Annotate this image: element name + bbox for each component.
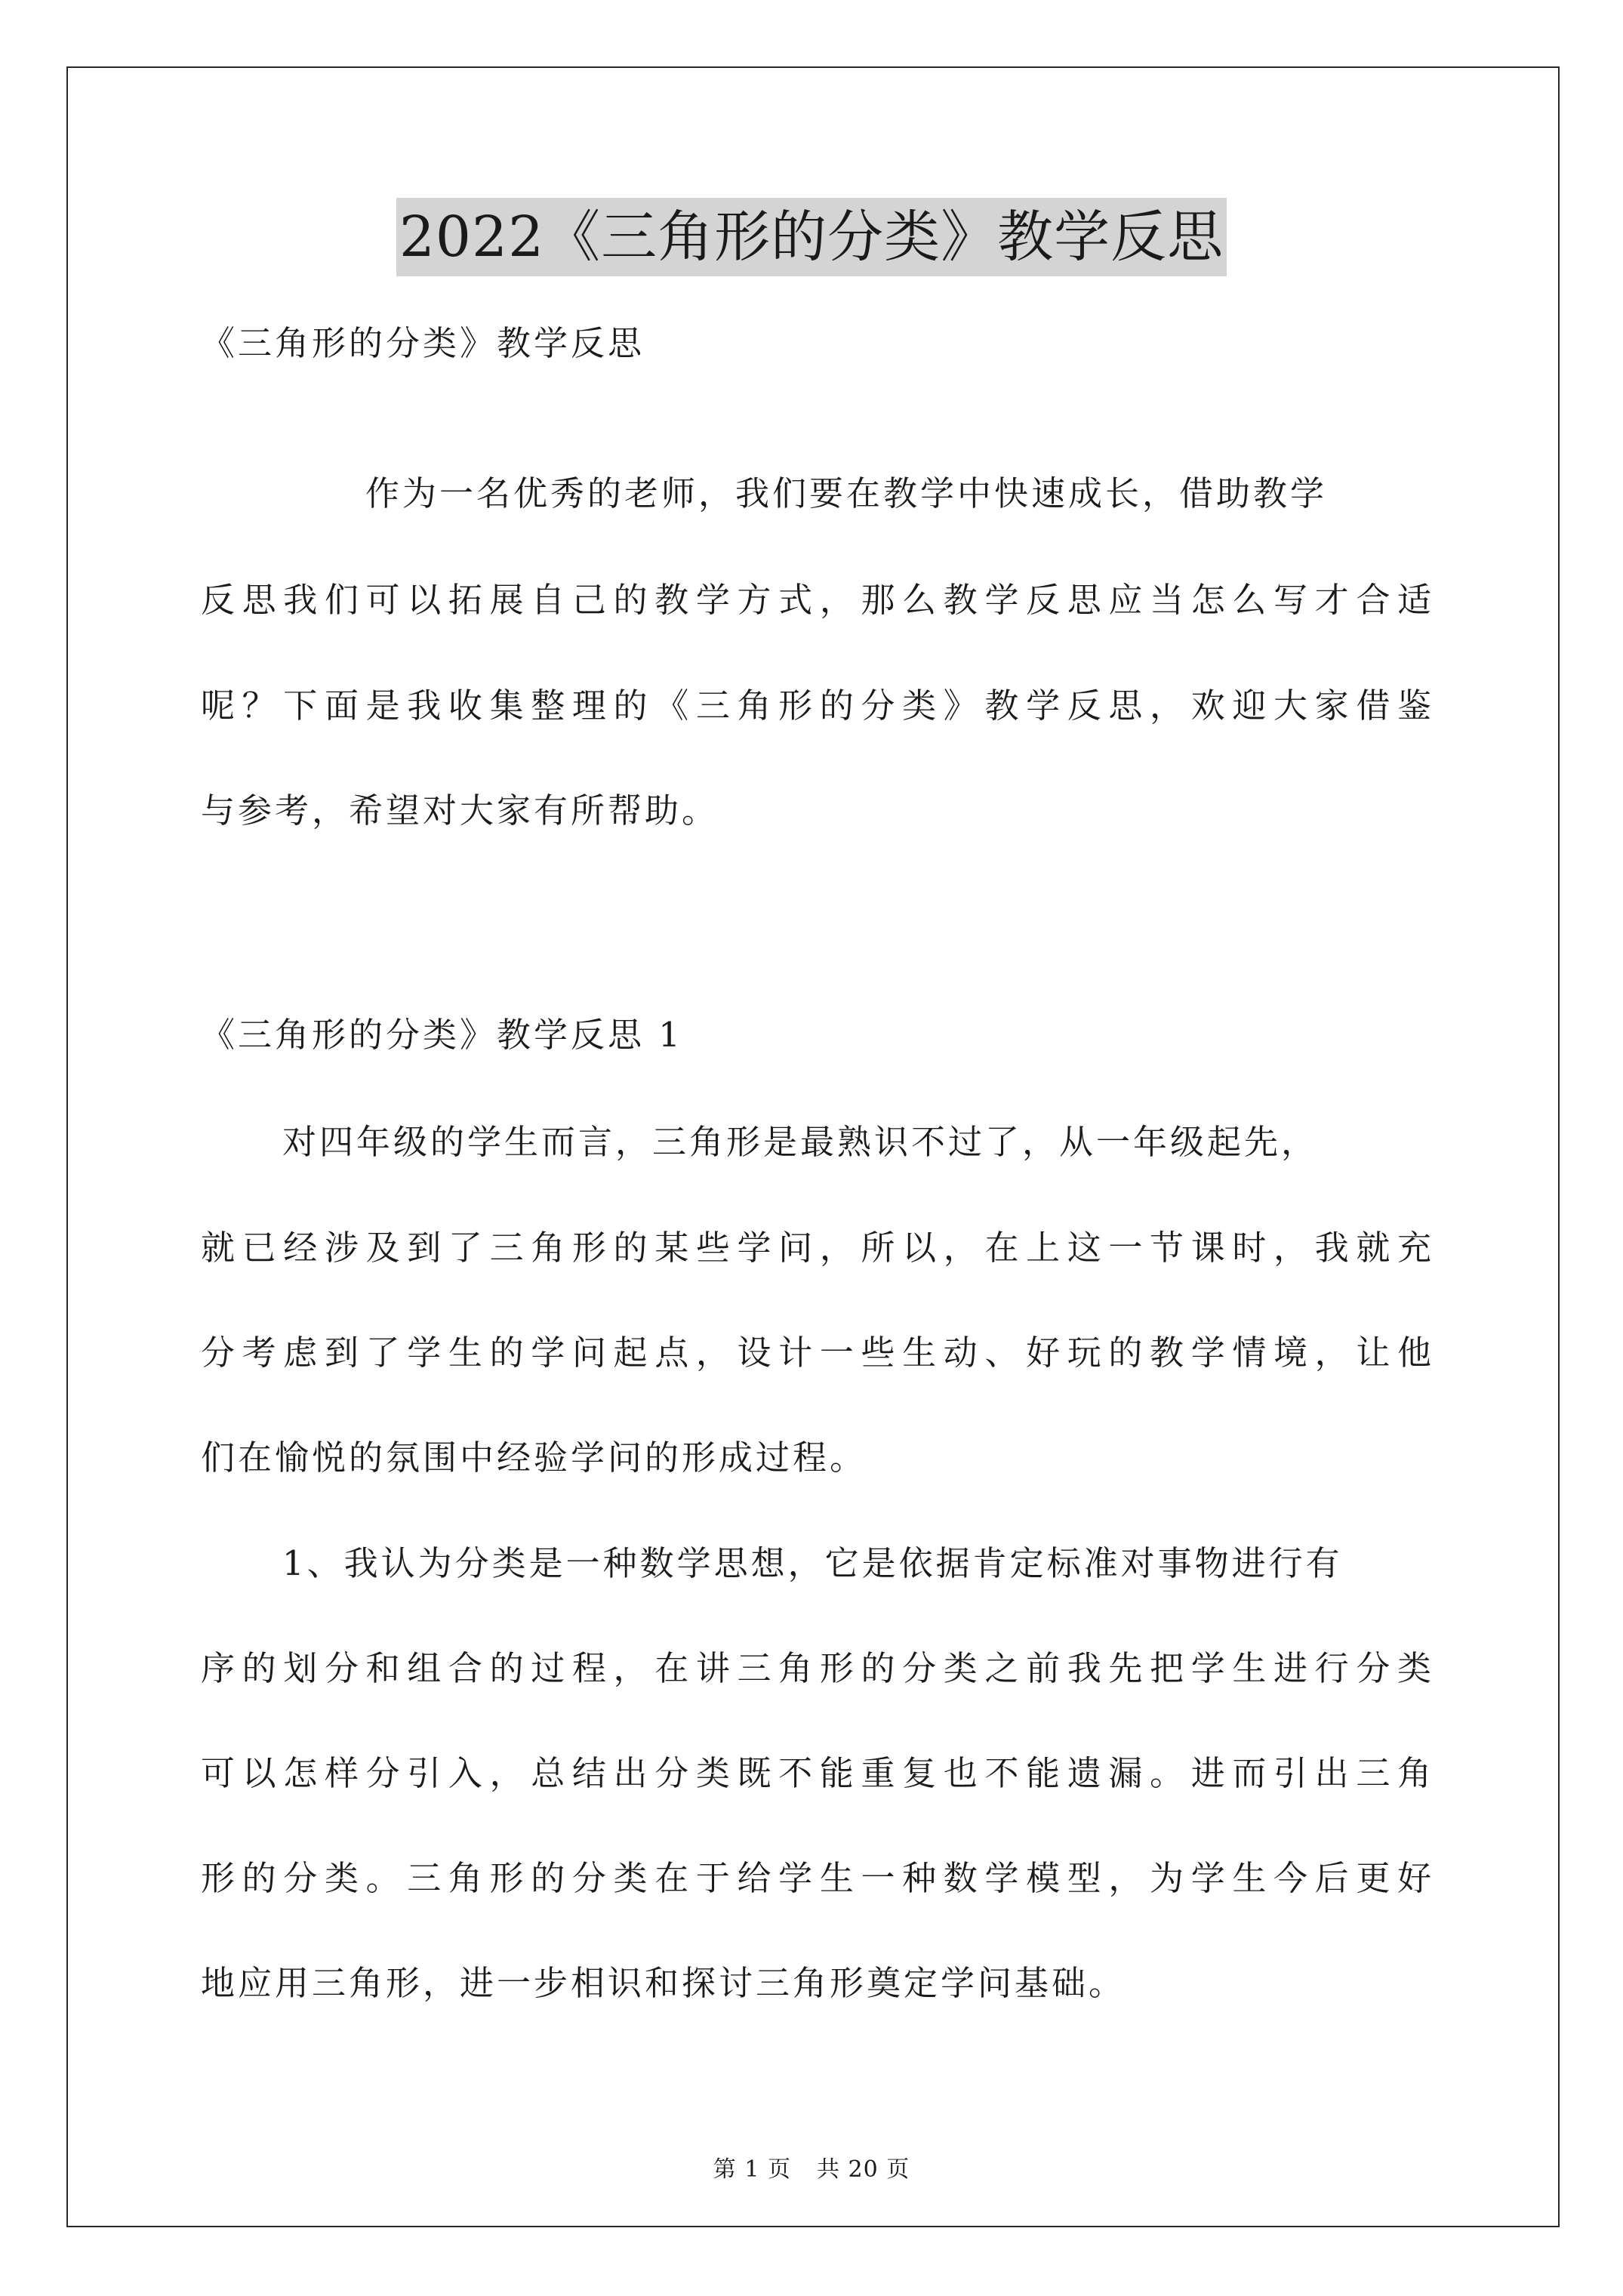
paragraph1-line: 对四年级的学生而言，三角形是最熟识不过了，从一年级起先， [282, 1122, 1319, 1162]
paragraph2-line: 形的分类。三角形的分类在于给学生一种数学模型，为学生今后更好 [201, 1858, 1434, 1898]
paragraph1-line: 分考虑到了学生的学问起点，设计一些生动、好玩的教学情境，让他 [201, 1333, 1434, 1373]
paragraph1-line: 就已经涉及到了三角形的某些学问，所以，在上这一节课时，我就充 [201, 1228, 1434, 1268]
page-footer [0, 2150, 1623, 2184]
paragraph2-line: 1、我认为分类是一种数学思想，它是依据肯定标准对事物进行有 [282, 1543, 1343, 1583]
section-heading: 《三角形的分类》教学反思 1 [201, 1015, 683, 1055]
intro-line: 反思我们可以拓展自己的教学方式，那么教学反思应当怎么写才合适 [201, 580, 1434, 620]
intro-line: 呢？下面是我收集整理的《三角形的分类》教学反思，欢迎大家借鉴 [201, 686, 1434, 726]
paragraph2-line: 可以怎样分引入，总结出分类既不能重复也不能遗漏。进而引出三角 [201, 1753, 1434, 1793]
document-title [0, 198, 1623, 276]
intro-line: 与参考，希望对大家有所帮助。 [201, 791, 719, 831]
intro-line: 作为一名优秀的老师，我们要在教学中快速成长，借助教学 [365, 473, 1328, 513]
paragraph2-line: 地应用三角形，进一步相识和探讨三角形奠定学问基础。 [201, 1963, 1126, 2003]
paragraph2-line: 序的划分和组合的过程，在讲三角形的分类之前我先把学生进行分类 [201, 1648, 1434, 1688]
page-number: 第 1 页 [713, 2156, 791, 2183]
document-title-text: 2022《三角形的分类》教学反思 [396, 198, 1227, 276]
subtitle: 《三角形的分类》教学反思 [201, 323, 645, 363]
page-total: 共 20 页 [816, 2156, 910, 2183]
paragraph1-line: 们在愉悦的氛围中经验学问的形成过程。 [201, 1438, 867, 1478]
